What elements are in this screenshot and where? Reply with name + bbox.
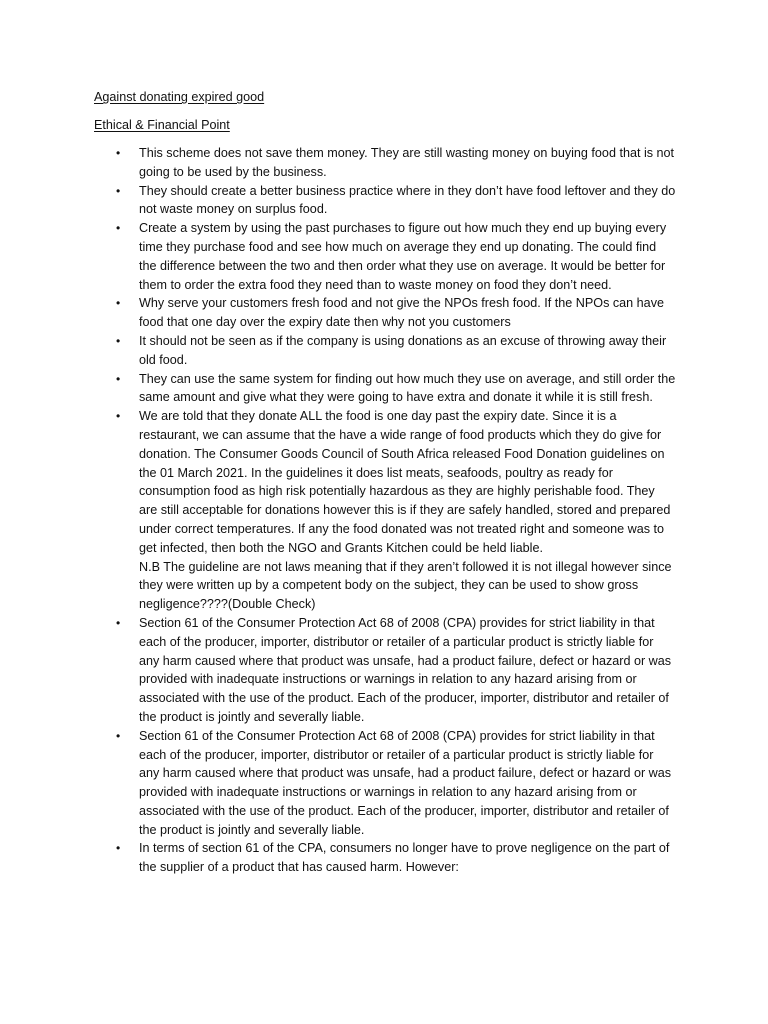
list-item [94, 614, 676, 727]
list-item [94, 294, 676, 332]
section-heading: Ethical & Financial Point [94, 118, 230, 132]
list-item [94, 144, 676, 182]
list-item [94, 407, 676, 614]
bullet-icon: • [116, 409, 121, 424]
bullet-icon: • [116, 841, 121, 856]
bullet-icon: • [116, 333, 121, 348]
note-text: N.B The guideline are not laws meaning that if they aren’t followed it is not illegal however since they were written up by a competent body on the subject, they can be used to show gross negligence????(Double Check) [139, 559, 672, 612]
list-item [94, 727, 676, 840]
list-item-text: Section 61 of the Consumer Protection Act 68 of 2008 (CPA) provides for strict liability in that each of the producer, importer, distributor or retailer of a particular product is strictly liable for any harm caused where that product was unsafe, had a product failure, defect or hazard or was provided with inadequate instructions or warnings in relation to any hazard arising from or associated with the use of the product. Each of the producer, importer, distributor and retailer of the product is jointly and severally liable. [139, 728, 672, 837]
list-item [94, 839, 676, 877]
list-item [94, 370, 676, 408]
bullet-icon: • [116, 296, 121, 311]
list-item-text: Create a system by using the past purchases to figure out how much they end up buying every time they purchase food and see how much on average they end up donating. The could find the difference between the two and then order what they use on average. It would be better for them to order the extra food they need than to waste money on food they don’t need. [139, 221, 667, 292]
bullet-icon: • [116, 221, 121, 236]
list-item-text: Section 61 of the Consumer Protection Act 68 of 2008 (CPA) provides for strict liability in that each of the producer, importer, distributor or retailer of a particular product is strictly liable for any harm caused where that product was unsafe, had a product failure, defect or hazard or was provided with inadequate instructions or warnings in relation to any hazard arising from or associated with the use of the product. Each of the producer, importer, distributor and retailer of the product is jointly and severally liable. [139, 615, 672, 724]
bullet-icon: • [116, 371, 121, 386]
bullet-icon: • [116, 183, 121, 198]
bullet-icon: • [116, 146, 121, 160]
bullet-icon: • [116, 728, 121, 743]
list-item [94, 332, 676, 370]
document-title: Against donating expired good [94, 90, 265, 104]
list-item-text: We are told that they donate ALL the food is one day past the expiry date. Since it is a restaurant, we can assume that the have a wide range of food products which they do give for donation. The Consumer Goods Council of South Africa released Food Donation guidelines on the 01 March 2021. In the guidelines it does list meats, seafoods, poultry as ready for consumption food as high risk potentially hazardous as they are highly perishable food. They are still acceptable for donations however this is if they are safely handled, stored and prepared under correct temperatures. If any the food donated was not treated right and someone was to get infected, then both the NGO and Grants Kitchen could be held liable. [139, 409, 671, 555]
list-item-text: They should create a better business practice where in they don’t have food leftover and they do not waste money on surplus food. [139, 183, 676, 217]
bullet-icon: • [116, 615, 121, 630]
bullet-list [94, 144, 676, 877]
list-item [94, 219, 676, 294]
list-item-text: This scheme does not save them money. They are still wasting money on buying food that is not going to be used by the business. [139, 146, 675, 179]
list-item-text: In terms of section 61 of the CPA, consumers no longer have to prove negligence on the part of the supplier of a product that has caused harm. However: [139, 841, 670, 875]
list-item [94, 182, 676, 220]
list-item-text: Why serve your customers fresh food and not give the NPOs fresh food. If the NPOs can have food that one day over the expiry date then why not you customers [139, 296, 664, 330]
list-item-text: They can use the same system for finding out how much they use on average, and still order the same amount and give what they were going to have extra and donate it while it is still fresh. [139, 371, 676, 405]
list-item-text: It should not be seen as if the company is using donations as an excuse of throwing away their old food. [139, 333, 667, 367]
